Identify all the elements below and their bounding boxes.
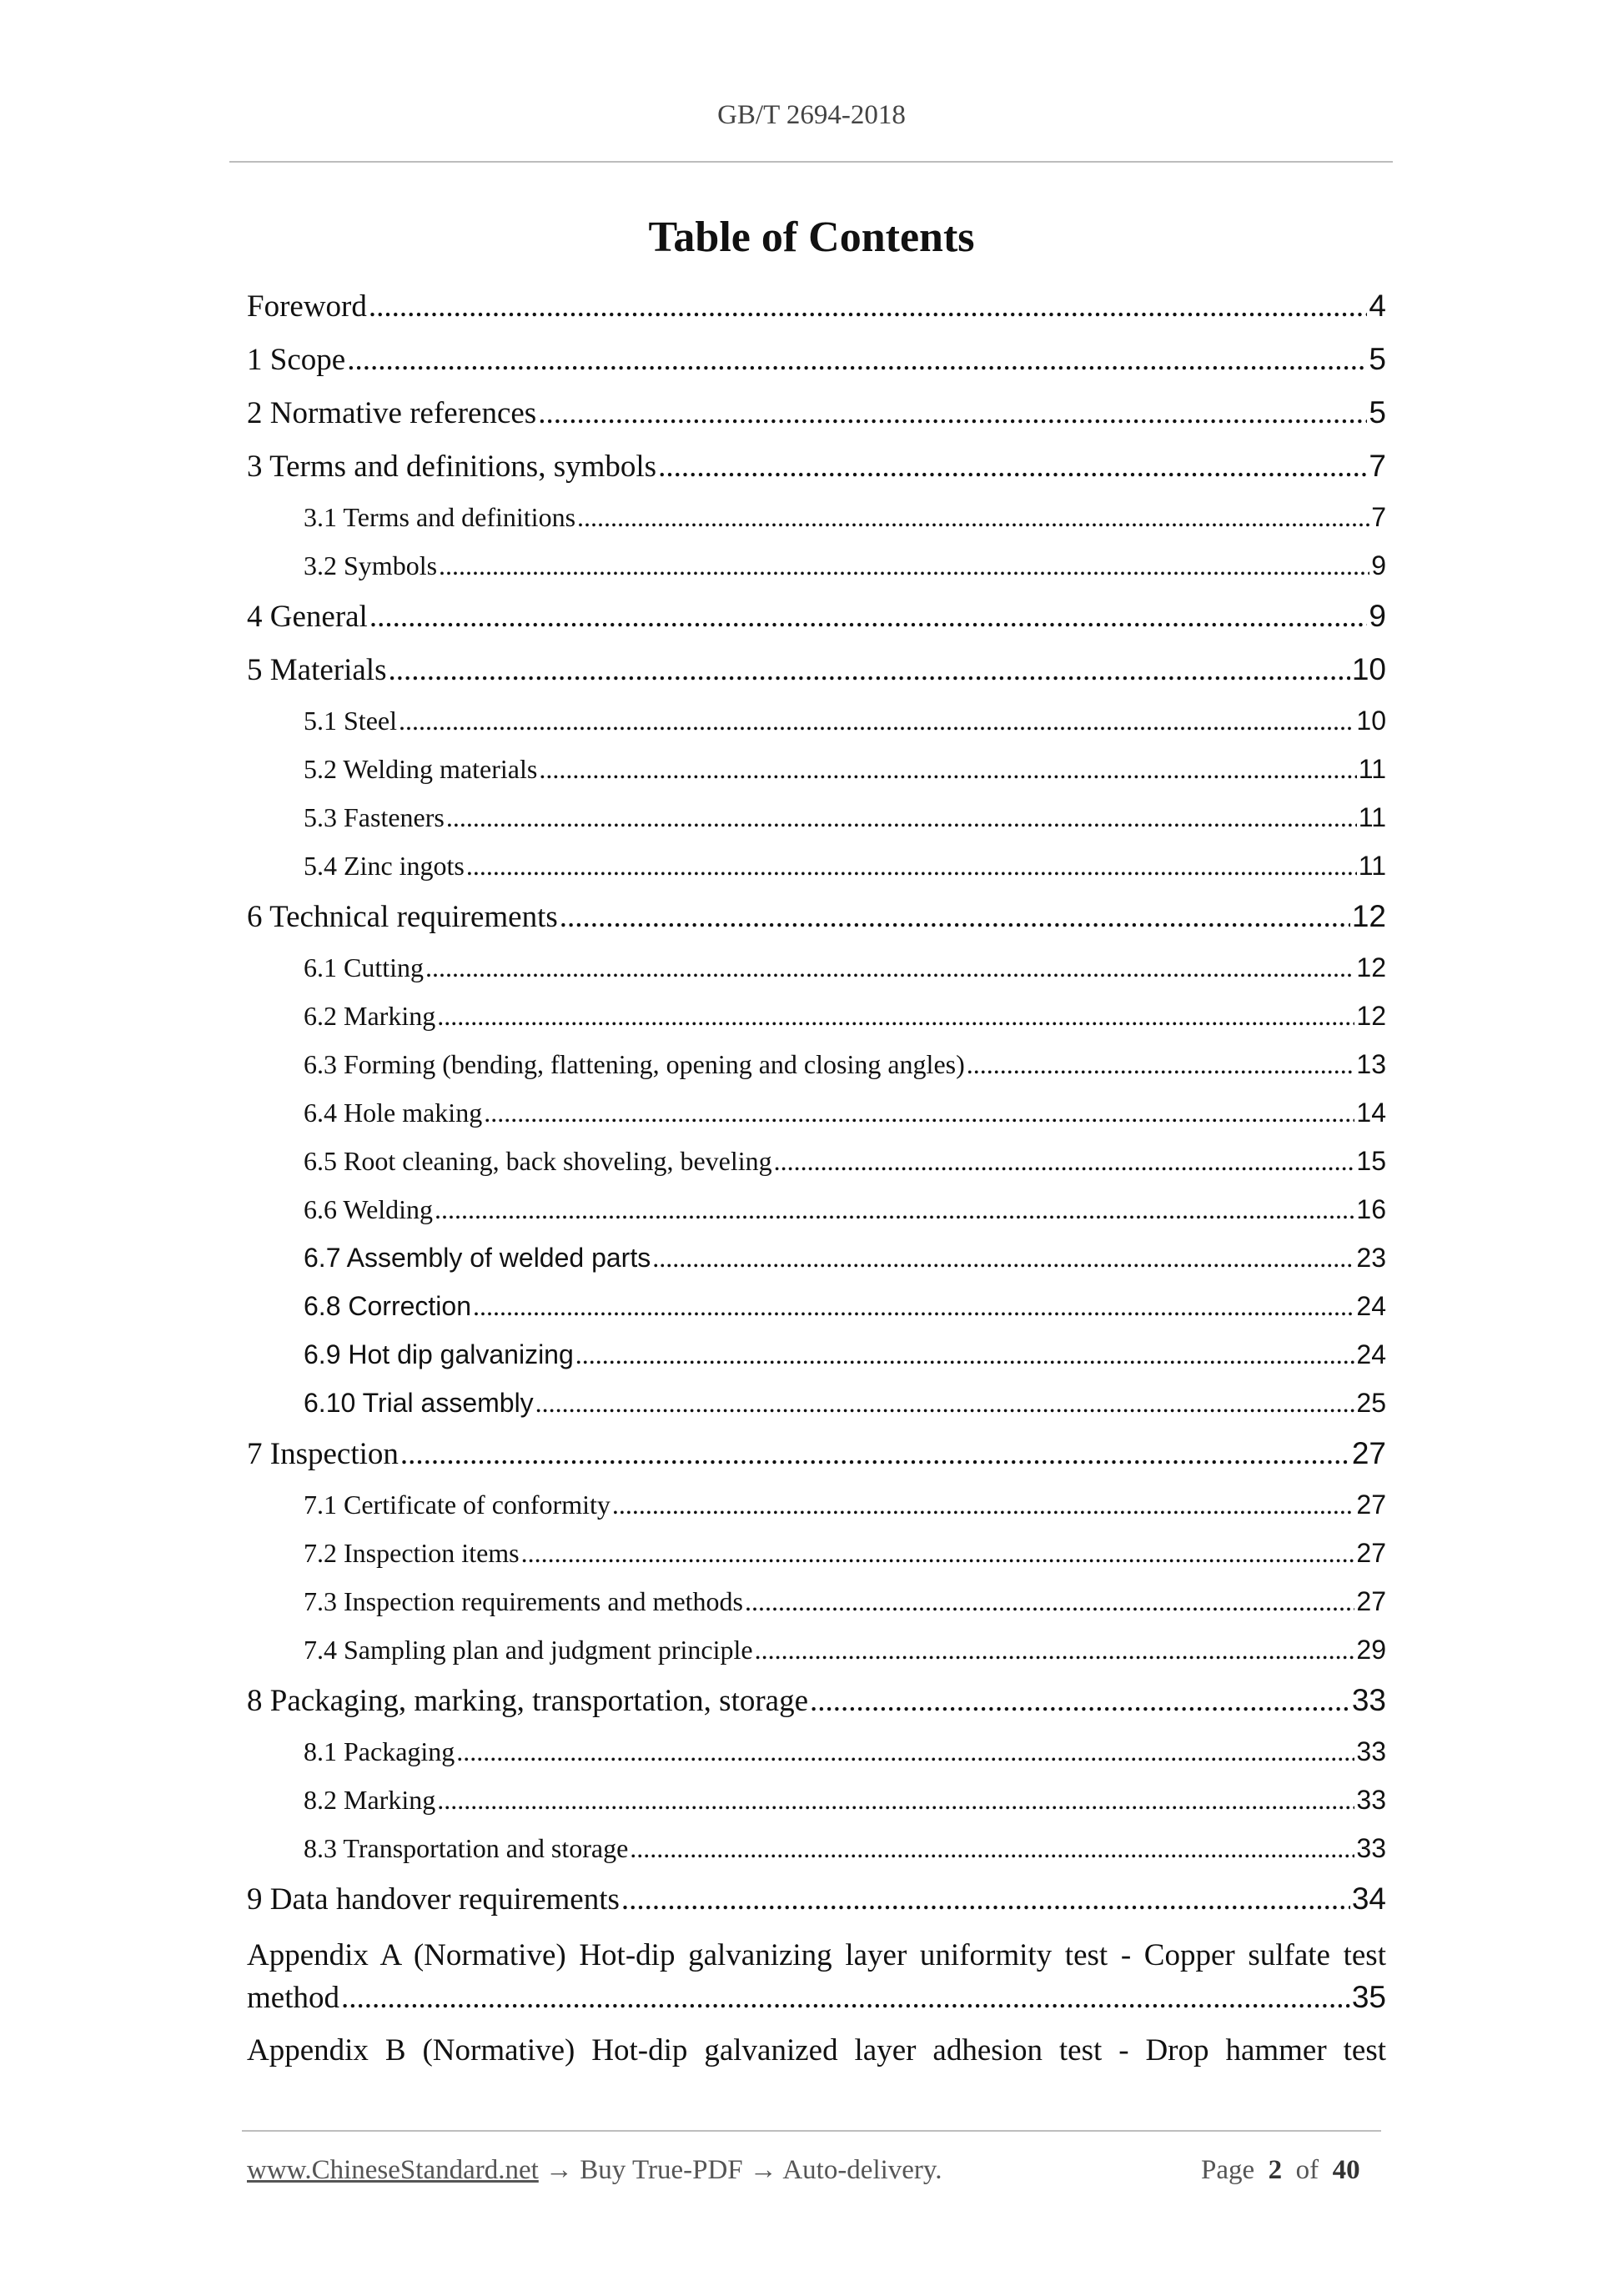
- dot-leader: [630, 1833, 1354, 1864]
- toc-page-number: 13: [1356, 1049, 1386, 1079]
- appendix-a-continuation: [247, 1977, 1386, 2019]
- footer-divider: [242, 2130, 1381, 2132]
- toc-entry-zinc-ingots[interactable]: [247, 851, 1386, 899]
- toc-entry-label: 7.1 Certificate of conformity: [304, 1490, 611, 1520]
- buy-pdf-text: Buy True-PDF: [580, 2155, 743, 2185]
- dot-leader: [810, 1683, 1350, 1719]
- toc-page-number: 12: [1356, 1001, 1386, 1031]
- toc-entry-hot-dip-galvanizing[interactable]: [247, 1339, 1386, 1388]
- toc-page-number: 10: [1351, 652, 1386, 686]
- toc-page-number: 4: [1369, 289, 1386, 323]
- toc-entry-certificate-of-conformity[interactable]: [247, 1490, 1386, 1538]
- toc-entry-label: 1 Scope: [247, 343, 346, 377]
- toc-entry-label: 6.2 Marking: [304, 1001, 436, 1031]
- toc-entry-label: 5.1 Steel: [304, 706, 397, 736]
- toc-page-number: 11: [1358, 802, 1386, 832]
- dot-leader: [435, 1194, 1354, 1225]
- toc-page-number: 33: [1356, 1785, 1386, 1815]
- dot-leader: [388, 652, 1349, 688]
- toc-entry-root-cleaning[interactable]: [247, 1146, 1386, 1194]
- toc-page-number: 34: [1351, 1882, 1386, 1916]
- total-pages-number: 40: [1332, 2155, 1360, 2185]
- dot-leader: [575, 1339, 1355, 1370]
- header-divider: [229, 161, 1393, 163]
- dot-leader: [621, 1882, 1350, 1917]
- toc-entry-label: 6.5 Root cleaning, back shoveling, beveling: [304, 1146, 772, 1176]
- toc-entry-welding-materials[interactable]: [247, 754, 1386, 802]
- dot-leader: [369, 289, 1368, 324]
- toc-entry-label: 8.1 Packaging: [304, 1736, 455, 1766]
- toc-entry-label: 5.3 Fasteners: [304, 802, 445, 832]
- toc-entry-packaging-marking-transport[interactable]: [247, 1683, 1386, 1736]
- toc-entry-normative-references[interactable]: [247, 395, 1386, 449]
- dot-leader: [755, 1635, 1355, 1665]
- toc-page-number: 27: [1356, 1490, 1386, 1520]
- toc-page-number: 27: [1356, 1586, 1386, 1616]
- toc-entry-label: 5 Materials: [247, 653, 387, 687]
- toc-entry-label: 3 Terms and definitions, symbols: [247, 450, 657, 484]
- toc-entry-scope[interactable]: [247, 342, 1386, 395]
- toc-entry-label: 7 Inspection: [247, 1437, 399, 1471]
- toc-entry-forming[interactable]: [247, 1049, 1386, 1098]
- toc-entry-label: 3.2 Symbols: [304, 550, 438, 580]
- toc-page-number: 29: [1356, 1635, 1386, 1665]
- toc-entry-label: 2 Normative references: [247, 396, 537, 430]
- toc-entry-steel[interactable]: [247, 706, 1386, 754]
- toc-page-number: 7: [1371, 502, 1386, 532]
- toc-page-number: 33: [1351, 1683, 1386, 1717]
- toc-page-number: 25: [1356, 1388, 1386, 1418]
- toc-page-number: 27: [1351, 1436, 1386, 1470]
- dot-leader: [967, 1049, 1355, 1080]
- dot-leader: [560, 899, 1350, 935]
- dot-leader: [400, 1436, 1350, 1472]
- toc-entry-label: 6.1 Cutting: [304, 952, 425, 982]
- toc-entry-technical-requirements[interactable]: [247, 899, 1386, 952]
- toc-entry-trial-assembly[interactable]: [247, 1388, 1386, 1436]
- dot-leader: [437, 1001, 1354, 1032]
- toc-entry-materials[interactable]: [247, 652, 1386, 706]
- dot-leader: [535, 1388, 1355, 1419]
- page-word: Page: [1201, 2155, 1255, 2185]
- toc-page-number: 9: [1371, 550, 1386, 580]
- auto-delivery-text: Auto-delivery.: [782, 2155, 942, 2185]
- toc-entry-marking-8-2[interactable]: [247, 1785, 1386, 1833]
- dot-leader: [521, 1538, 1355, 1569]
- toc-entry-label: 3.1 Terms and definitions: [304, 502, 576, 532]
- toc-page-number: 11: [1358, 851, 1386, 881]
- toc-page-number: 5: [1369, 395, 1386, 430]
- toc-entry-sampling-plan[interactable]: [247, 1635, 1386, 1683]
- toc-page-number: 27: [1356, 1538, 1386, 1568]
- running-header: GB/T 2694-2018: [717, 100, 906, 130]
- page-title: Table of Contents: [648, 214, 975, 261]
- dot-leader: [652, 1243, 1354, 1274]
- toc-entry-correction[interactable]: [247, 1291, 1386, 1339]
- table-of-contents: [247, 289, 1386, 2072]
- toc-entry-label: 6.9 Hot dip galvanizing: [304, 1339, 574, 1369]
- toc-entry-label: 6.6 Welding: [304, 1194, 434, 1224]
- footer-promo: [247, 2155, 942, 2186]
- toc-entry-label: 5.4 Zinc ingots: [304, 851, 465, 881]
- of-word: of: [1295, 2155, 1319, 2185]
- toc-page-number: 24: [1356, 1291, 1386, 1321]
- page-indicator: [1201, 2155, 1360, 2186]
- toc-entry-foreword[interactable]: [247, 289, 1386, 342]
- dot-leader: [341, 1977, 1350, 2019]
- dot-leader: [538, 395, 1367, 431]
- toc-entry-label: 8 Packaging, marking, transportation, storage: [247, 1684, 809, 1718]
- dot-leader: [399, 706, 1354, 736]
- arrow-right-icon: →: [538, 2155, 580, 2185]
- website-link[interactable]: www.ChineseStandard.net: [247, 2155, 539, 2185]
- toc-entry-marking[interactable]: [247, 1001, 1386, 1049]
- toc-page-number: 23: [1356, 1243, 1386, 1273]
- toc-entry-hole-making[interactable]: [247, 1098, 1386, 1146]
- toc-entry-label: Foreword: [247, 289, 367, 324]
- toc-entry-inspection[interactable]: [247, 1436, 1386, 1490]
- toc-entry-assembly-welded-parts[interactable]: [247, 1243, 1386, 1291]
- dot-leader: [745, 1586, 1354, 1617]
- dot-leader: [466, 851, 1357, 882]
- toc-entry-label: 4 General: [247, 600, 368, 634]
- toc-page-number: 33: [1356, 1833, 1386, 1863]
- dot-leader: [612, 1490, 1355, 1520]
- dot-leader: [539, 754, 1356, 785]
- dot-leader: [369, 599, 1368, 635]
- dot-leader: [347, 342, 1367, 378]
- toc-page-number: 14: [1356, 1098, 1386, 1128]
- toc-entry-appendix-a[interactable]: [247, 1935, 1386, 2030]
- toc-page-number: 16: [1356, 1194, 1386, 1224]
- toc-page-number: 12: [1356, 952, 1386, 982]
- dot-leader: [774, 1146, 1355, 1177]
- toc-page-number: 24: [1356, 1339, 1386, 1369]
- dot-leader: [446, 802, 1357, 833]
- toc-entry-terms-definitions-symbols[interactable]: [247, 449, 1386, 502]
- toc-page-number: 11: [1358, 754, 1386, 784]
- toc-page-number: 7: [1369, 449, 1386, 483]
- appendix-a-title: Appendix A (Normative) Hot-dip galvanizing layer uniformity test - Copper sulfate test: [247, 1938, 1386, 1972]
- toc-entry-data-handover[interactable]: [247, 1882, 1386, 1935]
- toc-entry-appendix-b[interactable]: [247, 2030, 1386, 2072]
- toc-entry-label: 6.4 Hole making: [304, 1098, 483, 1128]
- toc-page-number: 9: [1369, 599, 1386, 633]
- current-page-number: 2: [1268, 2155, 1283, 2185]
- toc-entry-label: 7.3 Inspection requirements and methods: [304, 1586, 743, 1616]
- dot-leader: [658, 449, 1367, 485]
- toc-entry-welding[interactable]: [247, 1194, 1386, 1243]
- dot-leader: [437, 1785, 1354, 1816]
- toc-entry-packaging[interactable]: [247, 1736, 1386, 1785]
- dot-leader: [439, 550, 1369, 581]
- toc-entry-label: 7.2 Inspection items: [304, 1538, 520, 1568]
- toc-page-number: 35: [1351, 1980, 1386, 2014]
- dot-leader: [484, 1098, 1354, 1128]
- toc-page-number: 10: [1356, 706, 1386, 736]
- toc-entry-label: 6.3 Forming (bending, flattening, opening and closing angles): [304, 1049, 965, 1079]
- toc-entry-label: 9 Data handover requirements: [247, 1882, 620, 1917]
- toc-page-number: 12: [1351, 899, 1386, 933]
- toc-page-number: 15: [1356, 1146, 1386, 1176]
- toc-entry-label: 6.10 Trial assembly: [304, 1388, 534, 1418]
- toc-entry-inspection-items[interactable]: [247, 1538, 1386, 1586]
- toc-entry-transportation-storage[interactable]: [247, 1833, 1386, 1882]
- toc-entry-label: 6 Technical requirements: [247, 900, 558, 934]
- toc-entry-cutting[interactable]: [247, 952, 1386, 1001]
- toc-page-number: 5: [1369, 342, 1386, 376]
- dot-leader: [473, 1291, 1354, 1322]
- toc-entry-inspection-requirements[interactable]: [247, 1586, 1386, 1635]
- dot-leader: [577, 502, 1369, 533]
- toc-entry-general[interactable]: [247, 599, 1386, 652]
- appendix-b-title: Appendix B (Normative) Hot-dip galvanized layer adhesion test - Drop hammer test: [247, 2033, 1386, 2067]
- toc-entry-label: method: [247, 1981, 339, 2015]
- toc-entry-label: 8.3 Transportation and storage: [304, 1833, 629, 1863]
- toc-entry-label: 5.2 Welding materials: [304, 754, 538, 784]
- toc-entry-label: 6.8 Correction: [304, 1291, 471, 1321]
- toc-entry-label: 6.7 Assembly of welded parts: [304, 1243, 651, 1273]
- toc-entry-label: 7.4 Sampling plan and judgment principle: [304, 1635, 753, 1665]
- arrow-right-icon: →: [742, 2155, 783, 2185]
- toc-entry-symbols[interactable]: [247, 550, 1386, 599]
- toc-entry-fasteners[interactable]: [247, 802, 1386, 851]
- dot-leader: [425, 952, 1354, 983]
- toc-entry-terms-and-definitions[interactable]: [247, 502, 1386, 550]
- dot-leader: [456, 1736, 1354, 1767]
- toc-entry-label: 8.2 Marking: [304, 1785, 436, 1815]
- toc-page-number: 33: [1356, 1736, 1386, 1766]
